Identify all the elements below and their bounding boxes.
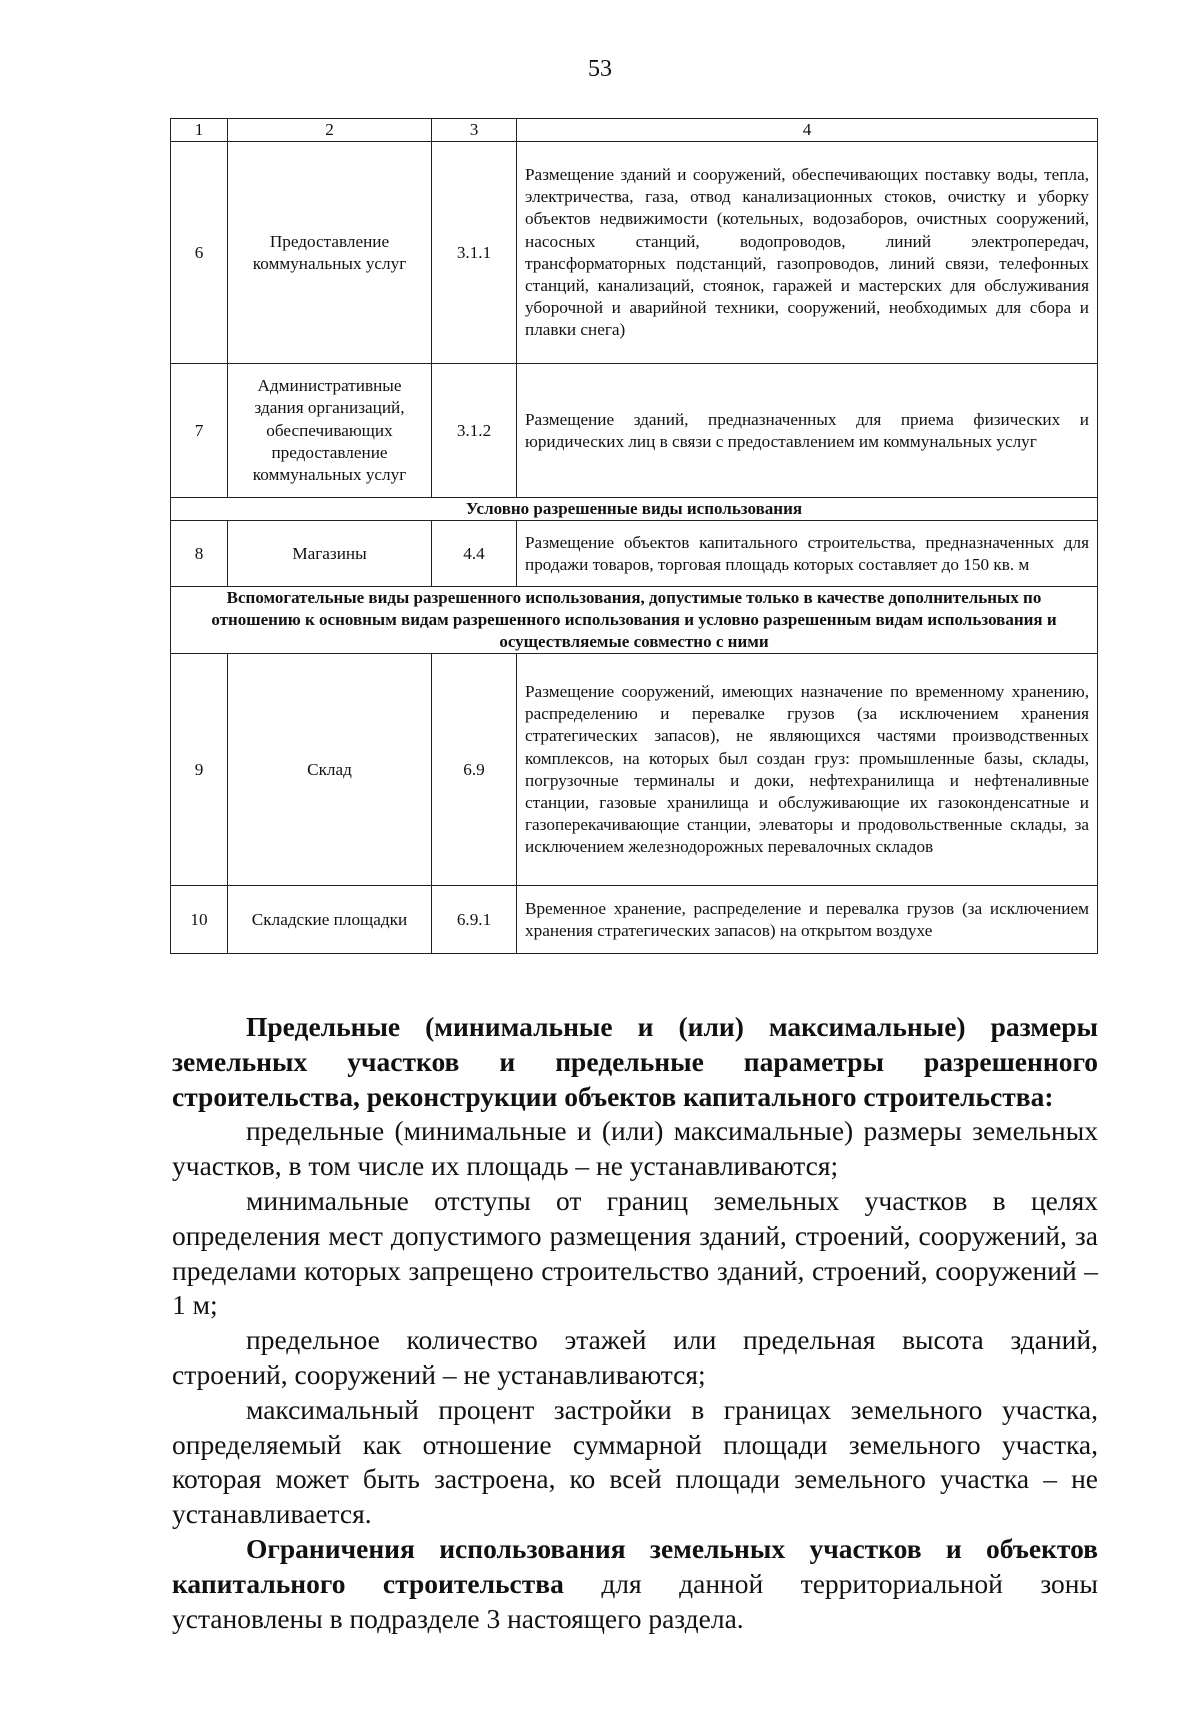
table-row [171,364,1098,498]
paragraph-floors: предельное количество этажей или предельная высота зданий, строений, сооружений – не устанавливаются; [172,1324,1098,1390]
section-title-conditional: Условно разрешенные виды использования [171,498,1098,521]
use-code: 3.1.1 [432,142,517,364]
use-code: 6.9.1 [432,886,517,954]
paragraph-coverage: максимальный процент застройки в границах земельного участка, определяемый как отношение суммарной площади земельного участка, которая может быть застроена, ко всей площади земельного участка – не устанавливается. [172,1393,1098,1530]
table-row [171,654,1098,886]
use-description: Размещение сооружений, имеющих назначение по временному хранению, распределению и перевалке грузов (за исключением хранения стратегических запасов), не являющихся частями производственных комплексов, на которых был создан груз: промышленные базы, склады, погрузочные терминалы и доки, нефтехранилища и нефтеналивные станции, газовые хранилища и обслуживающие их газоконденсатные и газоперекачивающие станции, элеваторы и продовольственные склады, за исключением железнодорожных перевалочных складов [517,654,1098,886]
use-name: Склад [228,654,432,886]
use-code: 6.9 [432,654,517,886]
row-number: 7 [171,364,228,498]
land-use-table [170,118,1098,954]
row-number: 9 [171,654,228,886]
use-name: Административные здания организаций, обеспечивающих предоставление коммунальных услуг [228,364,432,498]
restrictions-rest: для данной территориальной зоны установлены в подразделе 3 настоящего раздела. [172,1567,1098,1634]
row-number: 8 [171,521,228,587]
use-description: Размещение зданий и сооружений, обеспечивающих поставку воды, тепла, электричества, газа, отвод канализационных стоков, очистку и уборку объектов недвижимости (котельных, водозаборов, очистных сооружений, насосных станций, водопроводов, линий электропередач, трансформаторных подстанций, газопроводов, линий связи, телефонных станций, канализаций, стоянок, гаражей и мастерских для обслуживания уборочной и аварийной техники, сооружений, необходимых для сбора и плавки снега) [517,142,1098,364]
limits-heading: Предельные (минимальные и (или) максимальные) размеры земельных участков и предельные параметры разрешенного строительства, реконструкции объектов капитального строительства: [172,1011,1098,1112]
table-row [171,521,1098,587]
header-cell: 1 [171,119,228,142]
paragraph-restrictions [172,1532,1098,1636]
use-description: Временное хранение, распределение и перевалка грузов (за исключением хранения стратегических запасов) на открытом воздухе [517,886,1098,954]
use-code: 4.4 [432,521,517,587]
row-number: 6 [171,142,228,364]
use-name: Складские площадки [228,886,432,954]
section-title-auxiliary: Вспомогательные виды разрешенного использования, допустимые только в качестве дополнительных по отношению к основным видам разрешенного использования и условно разрешенным видам использования и осуществляемые совместно с ними [171,587,1098,654]
body-text [172,1010,1098,1636]
header-cell: 3 [432,119,517,142]
use-name: Магазины [228,521,432,587]
header-cell: 2 [228,119,432,142]
use-description: Размещение зданий, предназначенных для приема физических и юридических лиц в связи с предоставлением им коммунальных услуг [517,364,1098,498]
header-cell: 4 [517,119,1098,142]
use-code: 3.1.2 [432,364,517,498]
table-row [171,886,1098,954]
page-number: 53 [588,56,612,82]
restrictions-bold: Ограничения использования земельных участков и объектов капитального строительства [172,1532,1098,1599]
section-row [171,587,1098,654]
section-row [171,498,1098,521]
use-name: Предоставление коммунальных услуг [228,142,432,364]
row-number: 10 [171,886,228,954]
paragraph-area: предельные (минимальные и (или) максимальные) размеры земельных участков, в том числе их площадь – не устанавливаются; [172,1115,1098,1182]
paragraph-setback: минимальные отступы от границ земельных участков в целях определения мест допустимого размещения зданий, строений, сооружений, за пределами которых запрещено строительство зданий, строений, сооружений – 1 м; [172,1184,1098,1321]
use-description: Размещение объектов капитального строительства, предназначенных для продажи товаров, торговая площадь которых составляет до 150 кв. м [517,521,1098,587]
table-row [171,142,1098,364]
table-header-row [171,119,1098,142]
